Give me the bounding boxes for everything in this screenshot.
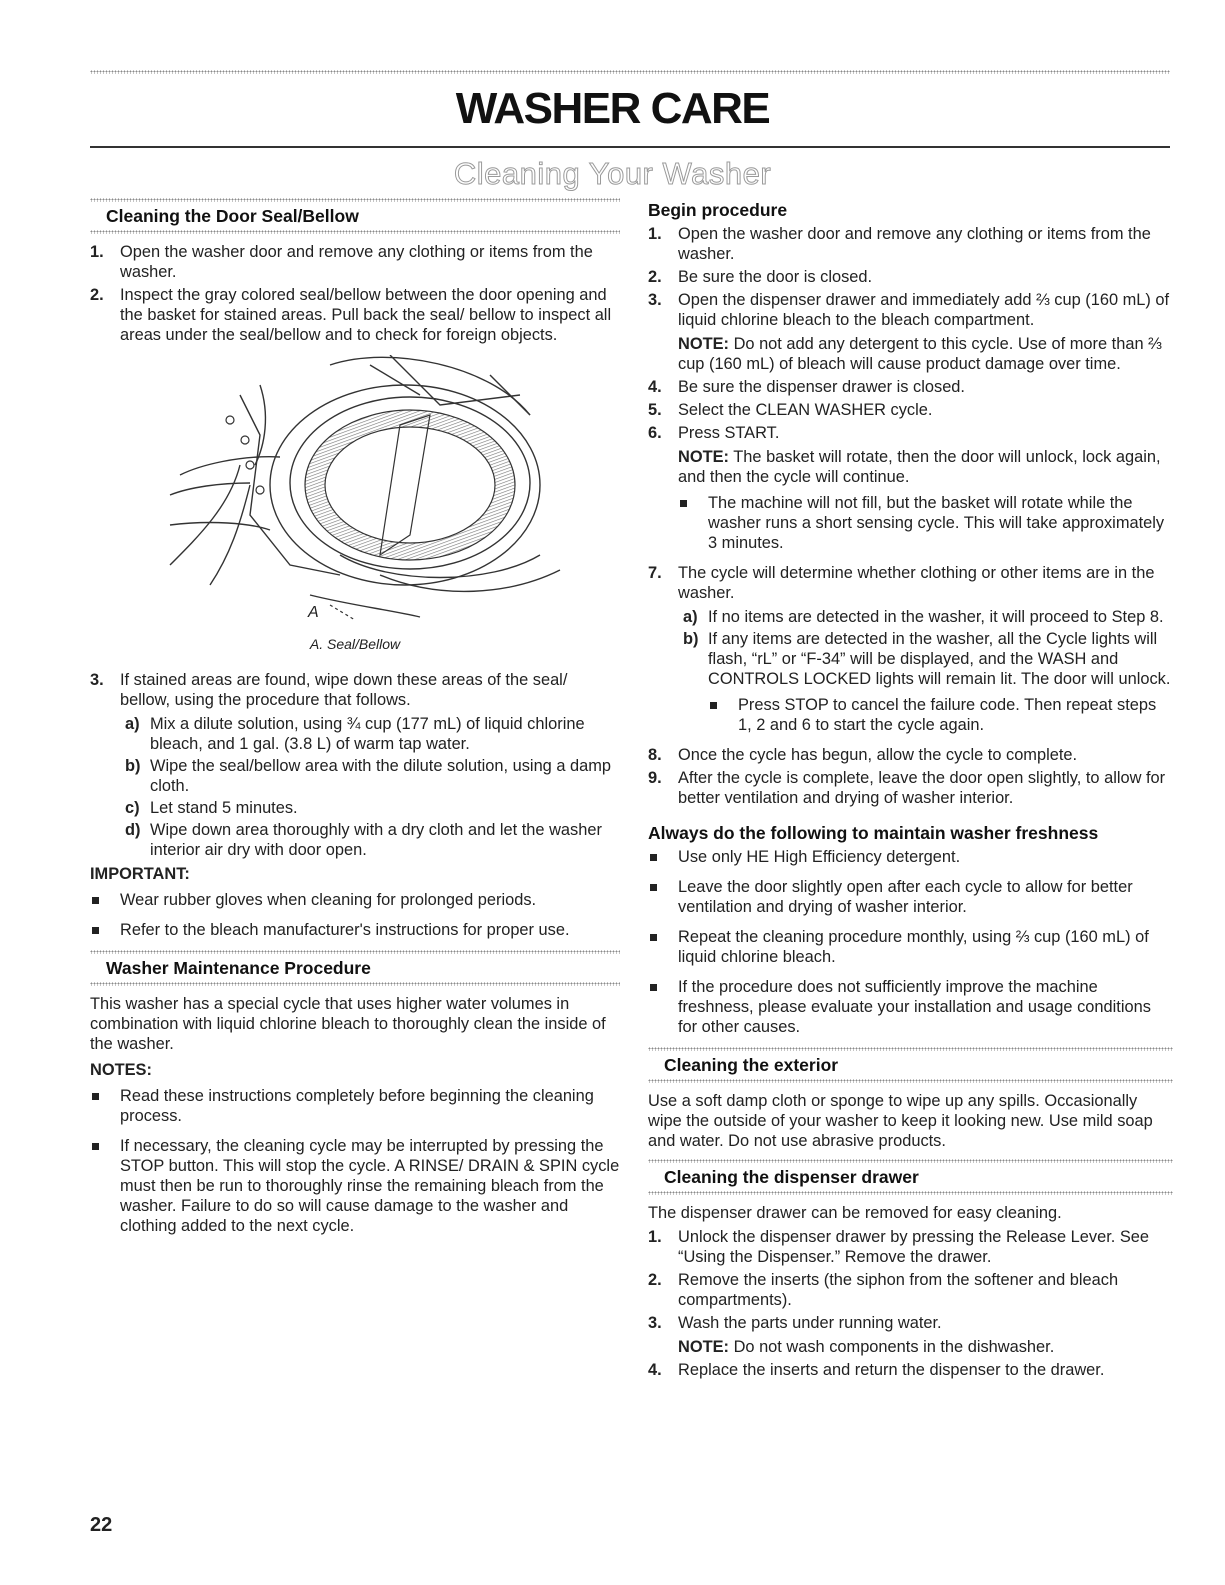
- notes-bullets: [90, 1086, 620, 1236]
- note: NOTE: Do not wash components in the dishwasher.: [678, 1338, 1055, 1356]
- list-item: 3. If stained areas are found, wipe down these areas of the seal/ bellow, using the procedure that follows. a) Mix a dilute solution, using ¾ cup (177 mL) of liquid chlorine bleach, and 1 gal. (3.8 L) of warm tap water. b) Wipe the seal/bellow area with the dilute solution, using a damp cloth. c) Let stand 5 minutes. d) Wipe down area thoroughly with a dry cloth and let the washer interior air dry with door open.: [90, 670, 620, 860]
- list-item: 6. Press START. NOTE: The basket will rotate, then the door will unlock, lock again, and then the cycle will continue. The machine will not fill, but the basket will rotate while the washer runs a short sensing cycle. This will take approximately 3 minutes.: [648, 423, 1173, 553]
- list-item: 1. Unlock the dispenser drawer by pressing the Release Lever. See “Using the Dispenser.” Remove the drawer.: [648, 1228, 1150, 1266]
- dispenser-heading: Cleaning the dispenser drawer: [664, 1167, 919, 1187]
- list-item: Press STOP to cancel the failure code. Then repeat steps 1, 2 and 6 to start the cycle again.: [708, 695, 1173, 735]
- list-item: 4. Replace the inserts and return the dispenser to the drawer.: [648, 1361, 1105, 1379]
- list-item: The machine will not fill, but the basket will rotate while the washer runs a short sensing cycle. This will take approximately 3 minutes.: [678, 493, 1173, 553]
- note: NOTE: The basket will rotate, then the door will unlock, lock again, and then the cycle will continue.: [678, 448, 1161, 486]
- list-item: 4. Be sure the dispenser drawer is closed.: [648, 378, 965, 396]
- list-item: If necessary, the cleaning cycle may be interrupted by pressing the STOP button. This will stop the cycle. A RINSE/ DRAIN & SPIN cycle must then be run to thoroughly rinse the remaining bleach from the washer. Failure to do so will cause damage to the washer and clothing added to the next cycle.: [90, 1136, 620, 1236]
- seal-bellow-figure: [90, 355, 620, 654]
- list-item: 3. Open the dispenser drawer and immediately add ⅔ cup (160 mL) of liquid chlorine bleach to the bleach compartment. NOTE: Do not add any detergent to this cycle. Use of more than ⅔ cup (160 mL) of bleach will cause product damage over time.: [648, 290, 1173, 374]
- maintenance-intro: This washer has a special cycle that uses higher water volumes in combination with liquid chlorine bleach to thoroughly clean the inside of the washer.: [90, 995, 606, 1053]
- washer-door-illustration: [90, 355, 620, 625]
- list-item: Refer to the bleach manufacturer's instructions for proper use.: [90, 920, 620, 940]
- note: NOTE: Do not add any detergent to this cycle. Use of more than ⅔ cup (160 mL) of bleach will cause product damage over time.: [678, 335, 1162, 373]
- notes-label: NOTES:: [90, 1061, 152, 1079]
- door-seal-heading: Cleaning the Door Seal/Bellow: [106, 206, 359, 226]
- list-item: 7. The cycle will determine whether clothing or other items are in the washer. a) If no items are detected in the washer, it will proceed to Step 8. b) If any items are detected in the washer, all the Cycle lights will flash, “rL” or “F-34” will be displayed, and the WASH and CONTROLS LOCKED lights will remain lit. The door will unlock. Press STOP to cancel the failure code. Then repeat steps 1, 2 and 6 to start the cycle again.: [648, 563, 1173, 735]
- section-subtitle: Cleaning Your Washer: [453, 156, 772, 191]
- door-seal-steps: [90, 242, 620, 345]
- list-item: Leave the door slightly open after each cycle to allow for better ventilation and drying of washer interior.: [648, 877, 1173, 917]
- list-item: 2. Inspect the gray colored seal/bellow between the door opening and the basket for stained areas. Pull back the seal/ bellow to inspect all areas under the seal/bellow and to check for foreign objects.: [90, 286, 612, 344]
- list-item: a) Mix a dilute solution, using ¾ cup (177 mL) of liquid chlorine bleach, and 1 gal. (3.8 L) of warm tap water.: [125, 715, 585, 753]
- list-item: Repeat the cleaning procedure monthly, using ⅔ cup (160 mL) of liquid chlorine bleach.: [648, 927, 1173, 967]
- list-item: 3. Wash the parts under running water. NOTE: Do not wash components in the dishwasher.: [648, 1313, 1173, 1357]
- list-item: 2. Be sure the door is closed.: [648, 268, 873, 286]
- list-item: 1. Open the washer door and remove any clothing or items from the washer.: [90, 243, 593, 281]
- freshness-bullets: [648, 847, 1173, 1037]
- sub-bullets: [708, 695, 1173, 735]
- maintenance-heading: Washer Maintenance Procedure: [106, 958, 371, 978]
- sub-bullets: [678, 493, 1173, 553]
- begin-steps: [648, 224, 1173, 808]
- page-title: WASHER CARE: [455, 84, 770, 133]
- list-item: b) If any items are detected in the washer, all the Cycle lights will flash, “rL” or “F-34” will be displayed, and the WASH and CONTROLS LOCKED lights will remain lit. The door will unlock. Press STOP to cancel the failure code. Then repeat steps 1, 2 and 6 to start the cycle again.: [678, 629, 1173, 735]
- title-rule: [90, 146, 1170, 148]
- substeps: [120, 714, 620, 860]
- left-column: [90, 198, 620, 1246]
- door-seal-step-3: [90, 670, 620, 860]
- right-column: [648, 200, 1173, 1383]
- important-label: IMPORTANT:: [90, 865, 190, 883]
- freshness-heading: Always do the following to maintain washer freshness: [648, 823, 1099, 843]
- list-item: 9. After the cycle is complete, leave the door open slightly, to allow for better ventilation and drying of washer interior.: [648, 769, 1166, 807]
- list-item: 5. Select the CLEAN WASHER cycle.: [648, 401, 933, 419]
- list-item: Use only HE High Efficiency detergent.: [648, 847, 1173, 867]
- list-item: Wear rubber gloves when cleaning for prolonged periods.: [90, 890, 620, 910]
- list-item: If the procedure does not sufficiently improve the machine freshness, please evaluate your installation and usage conditions for other causes.: [648, 977, 1173, 1037]
- dispenser-intro: The dispenser drawer can be removed for easy cleaning.: [648, 1204, 1062, 1222]
- list-item: d) Wipe down area thoroughly with a dry cloth and let the washer interior air dry with door open.: [125, 821, 602, 859]
- exterior-text: Use a soft damp cloth or sponge to wipe up any spills. Occasionally wipe the outside of your washer to keep it looking new. Use mild soap and water. Do not use abrasive products.: [648, 1092, 1153, 1150]
- top-dotted-rule: [90, 70, 1170, 74]
- list-item: 8. Once the cycle has begun, allow the cycle to complete.: [648, 746, 1078, 764]
- dispenser-steps: [648, 1227, 1173, 1380]
- list-item: c) Let stand 5 minutes.: [125, 799, 298, 817]
- figure-label: A: [308, 604, 319, 621]
- exterior-heading: Cleaning the exterior: [664, 1055, 839, 1075]
- substeps: [678, 607, 1173, 735]
- list-item: b) Wipe the seal/bellow area with the dilute solution, using a damp cloth.: [125, 757, 612, 795]
- begin-procedure-heading: Begin procedure: [648, 200, 788, 220]
- important-bullets: [90, 890, 620, 940]
- list-item: 2. Remove the inserts (the siphon from the softener and bleach compartments).: [648, 1271, 1119, 1309]
- page-number: 22: [90, 1514, 113, 1536]
- figure-caption: A. Seal/Bellow: [309, 636, 401, 652]
- list-item: 1. Open the washer door and remove any clothing or items from the washer.: [648, 225, 1151, 263]
- list-item: a) If no items are detected in the washer, it will proceed to Step 8.: [683, 608, 1164, 626]
- list-item: Read these instructions completely before beginning the cleaning process.: [90, 1086, 620, 1126]
